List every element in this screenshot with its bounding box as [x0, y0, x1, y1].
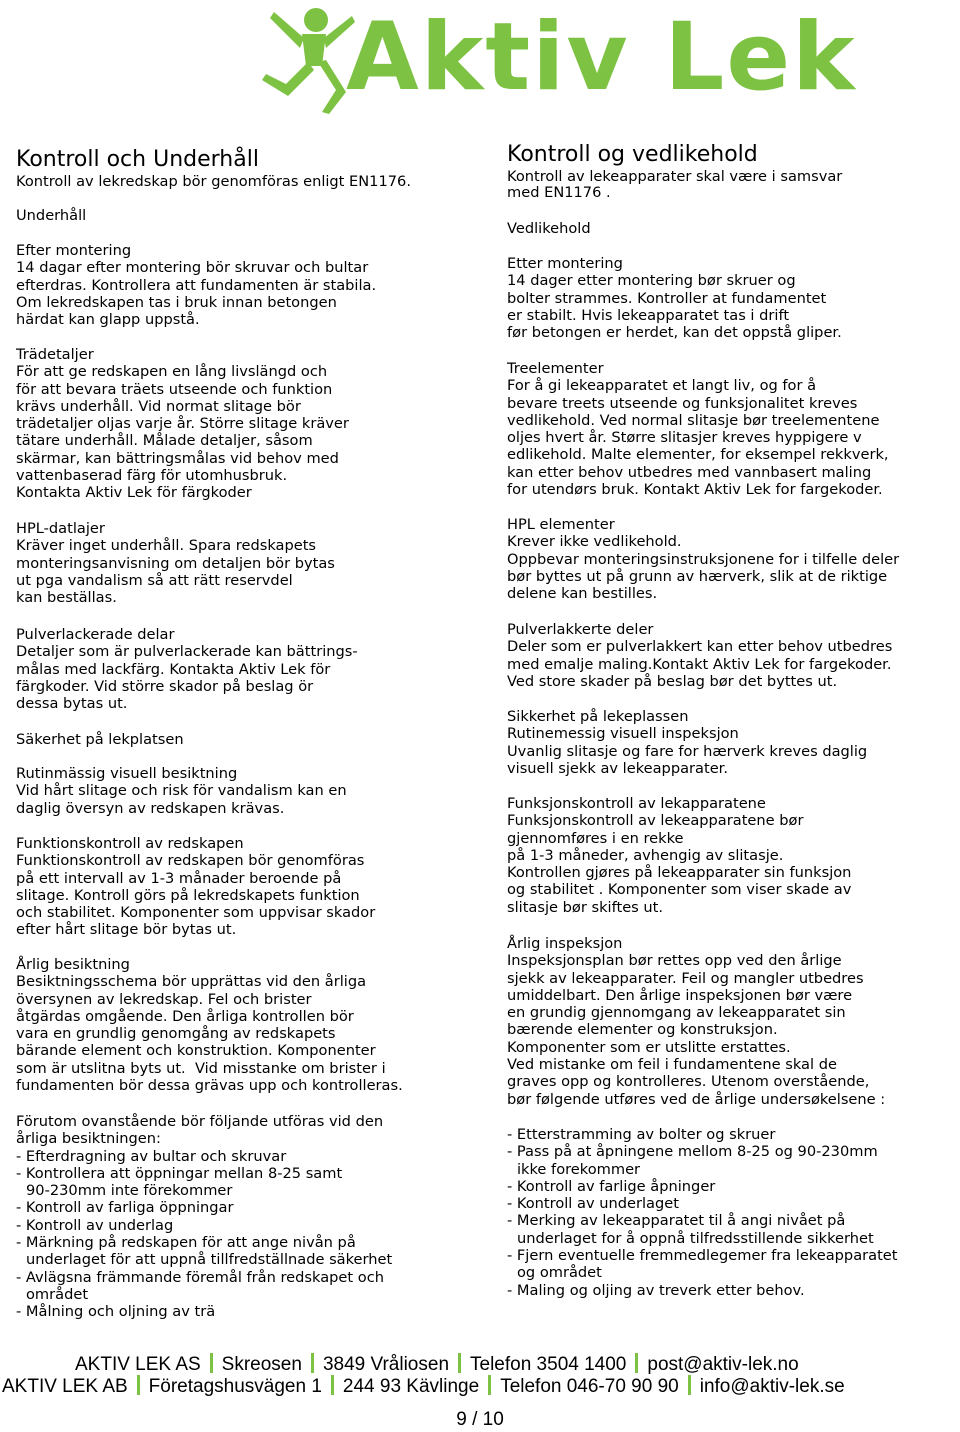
list-item: - Kontroll av underlag — [16, 1216, 174, 1234]
section-pulverlakkerte — [507, 621, 957, 690]
heading-vedlikehold: Vedlikehold — [507, 220, 591, 237]
section-body: Krever ikke vedlikehold. Oppbevar monteringsinstruksjonene for i tilfelle deler bør byttes ut på grunn av hærverk, slik at de riktige delene kan bestilles. — [507, 533, 900, 603]
list-item: - Pass på at åpningene mellom 8-25 og 90-230mm ikke forekommer — [507, 1143, 878, 1178]
email-link[interactable]: info@aktiv-lek.se — [699, 1376, 845, 1397]
email-link[interactable]: post@aktiv-lek.no — [647, 1354, 799, 1375]
section-heading: Rutinmässig visuell besiktning — [16, 765, 238, 782]
page-title-sv: Kontroll och Underhåll — [16, 147, 259, 172]
jumping-figure-icon — [256, 4, 356, 116]
phone: Telefon 046-70 90 90 — [500, 1376, 679, 1397]
logo-text: Aktiv Lek — [346, 3, 857, 112]
list-item: - Målning och oljning av trä — [16, 1303, 216, 1321]
divider — [137, 1375, 140, 1395]
section-body: 14 dager etter montering bør skruer og bolter strammes. Kontroller at fundamentet er stabilt. Hvis lekeapparatet tas i drift før betongen er herdet, kan det oppstå gliper. — [507, 272, 842, 342]
section-rutinmassig — [16, 765, 468, 817]
section-body: Funksjonskontroll av lekeapparatene bør gjennomføres i en rekke på 1-3 måneder, avhengig av slitasje. Kontrollen gjøres på lekeapparater sin funksjon og stabilitet . Komponenter som viser skade av slitasje bør skiftes ut. — [507, 812, 852, 916]
list-intro: Förutom ovanstående bör följande utföras vid den årliga besiktningen: — [16, 1113, 384, 1148]
section-pulverlackerade — [16, 626, 468, 712]
section-body: Besiktningsschema bör upprättas vid den årliga översynen av lekredskap. Fel och brister åtgärdas omgående. Den årliga kontrollen bör vara en grundlig genomgång av redskapets bärande element och konstruktion. Komponenter som är utslitna byts ut. Vid misstanke om brister i fundamenten bör dessa grävas upp och kontrolleras. — [16, 973, 403, 1095]
section-arlig-inspeksjon — [507, 935, 957, 1108]
page-title-no: Kontroll og vedlikehold — [507, 142, 758, 167]
list-item: - Märkning på redskapen för att ange nivån på underlaget för att uppnå tillfredställnade säkerhet — [16, 1234, 393, 1269]
section-hpl — [16, 520, 468, 606]
section-treelementer — [507, 360, 957, 498]
section-heading: Funktionskontroll av redskapen — [16, 835, 244, 852]
divider — [488, 1375, 491, 1395]
section-heading: Pulverlakkerte deler — [507, 621, 654, 638]
list-item: - Kontroll av farlige åpninger — [507, 1177, 716, 1195]
section-heading: Sikkerhet på lekeplassen — [507, 708, 689, 725]
list-item: - Kontrollera att öppningar mellan 8-25 samt 90-230mm inte förekommer — [16, 1164, 343, 1200]
footer-norway — [0, 1353, 960, 1376]
section-tradetaljer — [16, 346, 468, 502]
company-name: AKTIV LEK AS — [75, 1354, 201, 1375]
section-list-sv — [16, 1113, 468, 1321]
postal: 3849 Vråliosen — [322, 1354, 450, 1375]
section-efter-montering — [16, 242, 468, 328]
section-heading: Etter montering — [507, 255, 623, 272]
address: Skreosen — [221, 1354, 302, 1375]
divider — [210, 1353, 213, 1373]
section-sakerhet — [16, 731, 468, 748]
section-body: For å gi lekeapparatet et langt liv, og for å bevare treets utseende og funksjonalitet kreves vedlikehold. Ved normal slitasje bør treelementene oljes hvert år. Større slitasjer kreves hyppigere v edlikehold. Malte elementer, for eksempel rekkverk, kan etter behov utbedres med vannbasert maling for utendørs bruk. Kontakt Aktiv Lek for fargekoder. — [507, 377, 889, 499]
section-body: Rutinemessig visuell inspeksjon Uvanlig slitasje og fare for hærverk kreves daglig visuell sjekk av lekeapparater. — [507, 725, 868, 777]
section-heading: HPL elementer — [507, 516, 615, 533]
page-number: 9 / 10 — [456, 1409, 504, 1430]
company-name: AKTIV LEK AB — [2, 1376, 128, 1397]
section-body: 14 dagar efter montering bör skruvar och bultar efterdras. Kontrollera att fundamenten är stabila. Om lekredskapen tas i bruk innan betongen härdat kan glapp uppstå. — [16, 259, 377, 329]
divider — [311, 1353, 314, 1373]
divider — [635, 1353, 638, 1373]
list-item: - Kontroll av underlaget — [507, 1195, 679, 1213]
divider — [688, 1375, 691, 1395]
heading-underhall: Underhåll — [16, 207, 87, 224]
subtitle-no: Kontroll av lekeapparater skal være i samsvar med EN1176 . — [507, 168, 843, 201]
section-heading: Efter montering — [16, 242, 132, 259]
section-body: Deler som er pulverlakkert kan etter behov utbedres med emalje maling.Kontakt Aktiv Lek for fargekoder. Ved store skader på beslag bør det byttes ut. — [507, 638, 893, 690]
section-funksjonskontroll — [507, 795, 957, 916]
list-item: - Etterstramming av bolter og skruer — [507, 1126, 776, 1143]
section-sikkerhet — [507, 708, 957, 777]
list-item: - Merking av lekeapparatet til å angi nivået på underlaget for å oppnå tilfredsstillende sikkerhet — [507, 1212, 874, 1247]
divider — [331, 1375, 334, 1395]
list-item: - Maling og oljing av treverk etter behov. — [507, 1281, 805, 1299]
list-item: - Fjern eventuelle fremmedlegemer fra lekeapparatet og området — [507, 1247, 898, 1282]
subtitle-sv: Kontroll av lekredskap bör genomföras enligt EN1176. — [16, 173, 411, 190]
list-item: - Kontroll av farliga öppningar — [16, 1199, 234, 1217]
section-list-no — [507, 1126, 957, 1299]
section-etter-montering — [507, 255, 957, 341]
section-heading: Årlig inspeksjon — [507, 935, 623, 952]
section-hpl-elementer — [507, 516, 957, 602]
divider — [458, 1353, 461, 1373]
section-body: Detaljer som är pulverlackerade kan bättrings- målas med lackfärg. Kontakta Aktiv Lek för färgkoder. Vid större skador på beslag ör dessa bytas ut. — [16, 643, 358, 713]
section-funktionskontroll — [16, 835, 468, 939]
section-body: För att ge redskapen en lång livslängd och för att bevara träets utseende och funktion krävs underhåll. Vid normat slitage bör trädetaljer oljas varje år. Större slitage kräver tätare underhåll. Målade detaljer, såsom skärmar, kan bättringsmålas vid behov med vattenbaserad färg för utomhusbruk. Kontakta Aktiv Lek för färgkoder — [16, 363, 349, 502]
section-heading: Trädetaljer — [16, 346, 94, 363]
address: Företagshusvägen 1 — [148, 1376, 322, 1397]
section-arlig-besiktning — [16, 956, 468, 1094]
footer-sweden — [0, 1375, 960, 1398]
list-item: - Efterdragning av bultar och skruvar — [16, 1147, 287, 1165]
section-body: Funktionskontroll av redskapen bör genomföras på ett intervall av 1-3 månader beroende på slitage. Kontroll görs på lekredskapets funktion och stabilitet. Komponenter som uppvisar skador efter hårt slitage bör bytas ut. — [16, 852, 376, 939]
postal: 244 93 Kävlinge — [342, 1376, 480, 1397]
aktiv-lek-logo — [256, 4, 956, 116]
section-body: Kräver inget underhåll. Spara redskapets monteringsanvisning om detaljen bör bytas ut pga vandalism så att rätt reservdel kan beställas. — [16, 537, 335, 607]
section-body: Vid hårt slitage och risk för vandalism kan en daglig översyn av redskapen krävas. — [16, 782, 347, 817]
list-item: - Avlägsna främmande föremål från redskapet och området — [16, 1268, 384, 1303]
section-heading: Säkerhet på lekplatsen — [16, 731, 184, 748]
section-body: Inspeksjonsplan bør rettes opp ved den årlige sjekk av lekeapparater. Feil og mangler utbedres umiddelbart. Den årlige inspeksjonen bør være en grundig gjennomgang av lekeapparatet sin bærende elementer og konstruksjon. Komponenter som er utslitte erstattes. Ved mistanke om feil i fundamentene skal de graves opp og kontrolleres. Utenom overstående, bør følgende utføres ved de årlige undersøkelsene : — [507, 952, 886, 1108]
phone: Telefon 3504 1400 — [470, 1354, 627, 1375]
section-heading: Funksjonskontroll av lekapparatene — [507, 795, 766, 812]
section-heading: Treelementer — [507, 360, 604, 377]
section-heading: Årlig besiktning — [16, 956, 130, 973]
check-list — [16, 1148, 468, 1321]
check-list — [507, 1126, 957, 1299]
section-heading: Pulverlackerade delar — [16, 626, 175, 643]
section-heading: HPL-datlajer — [16, 520, 105, 537]
